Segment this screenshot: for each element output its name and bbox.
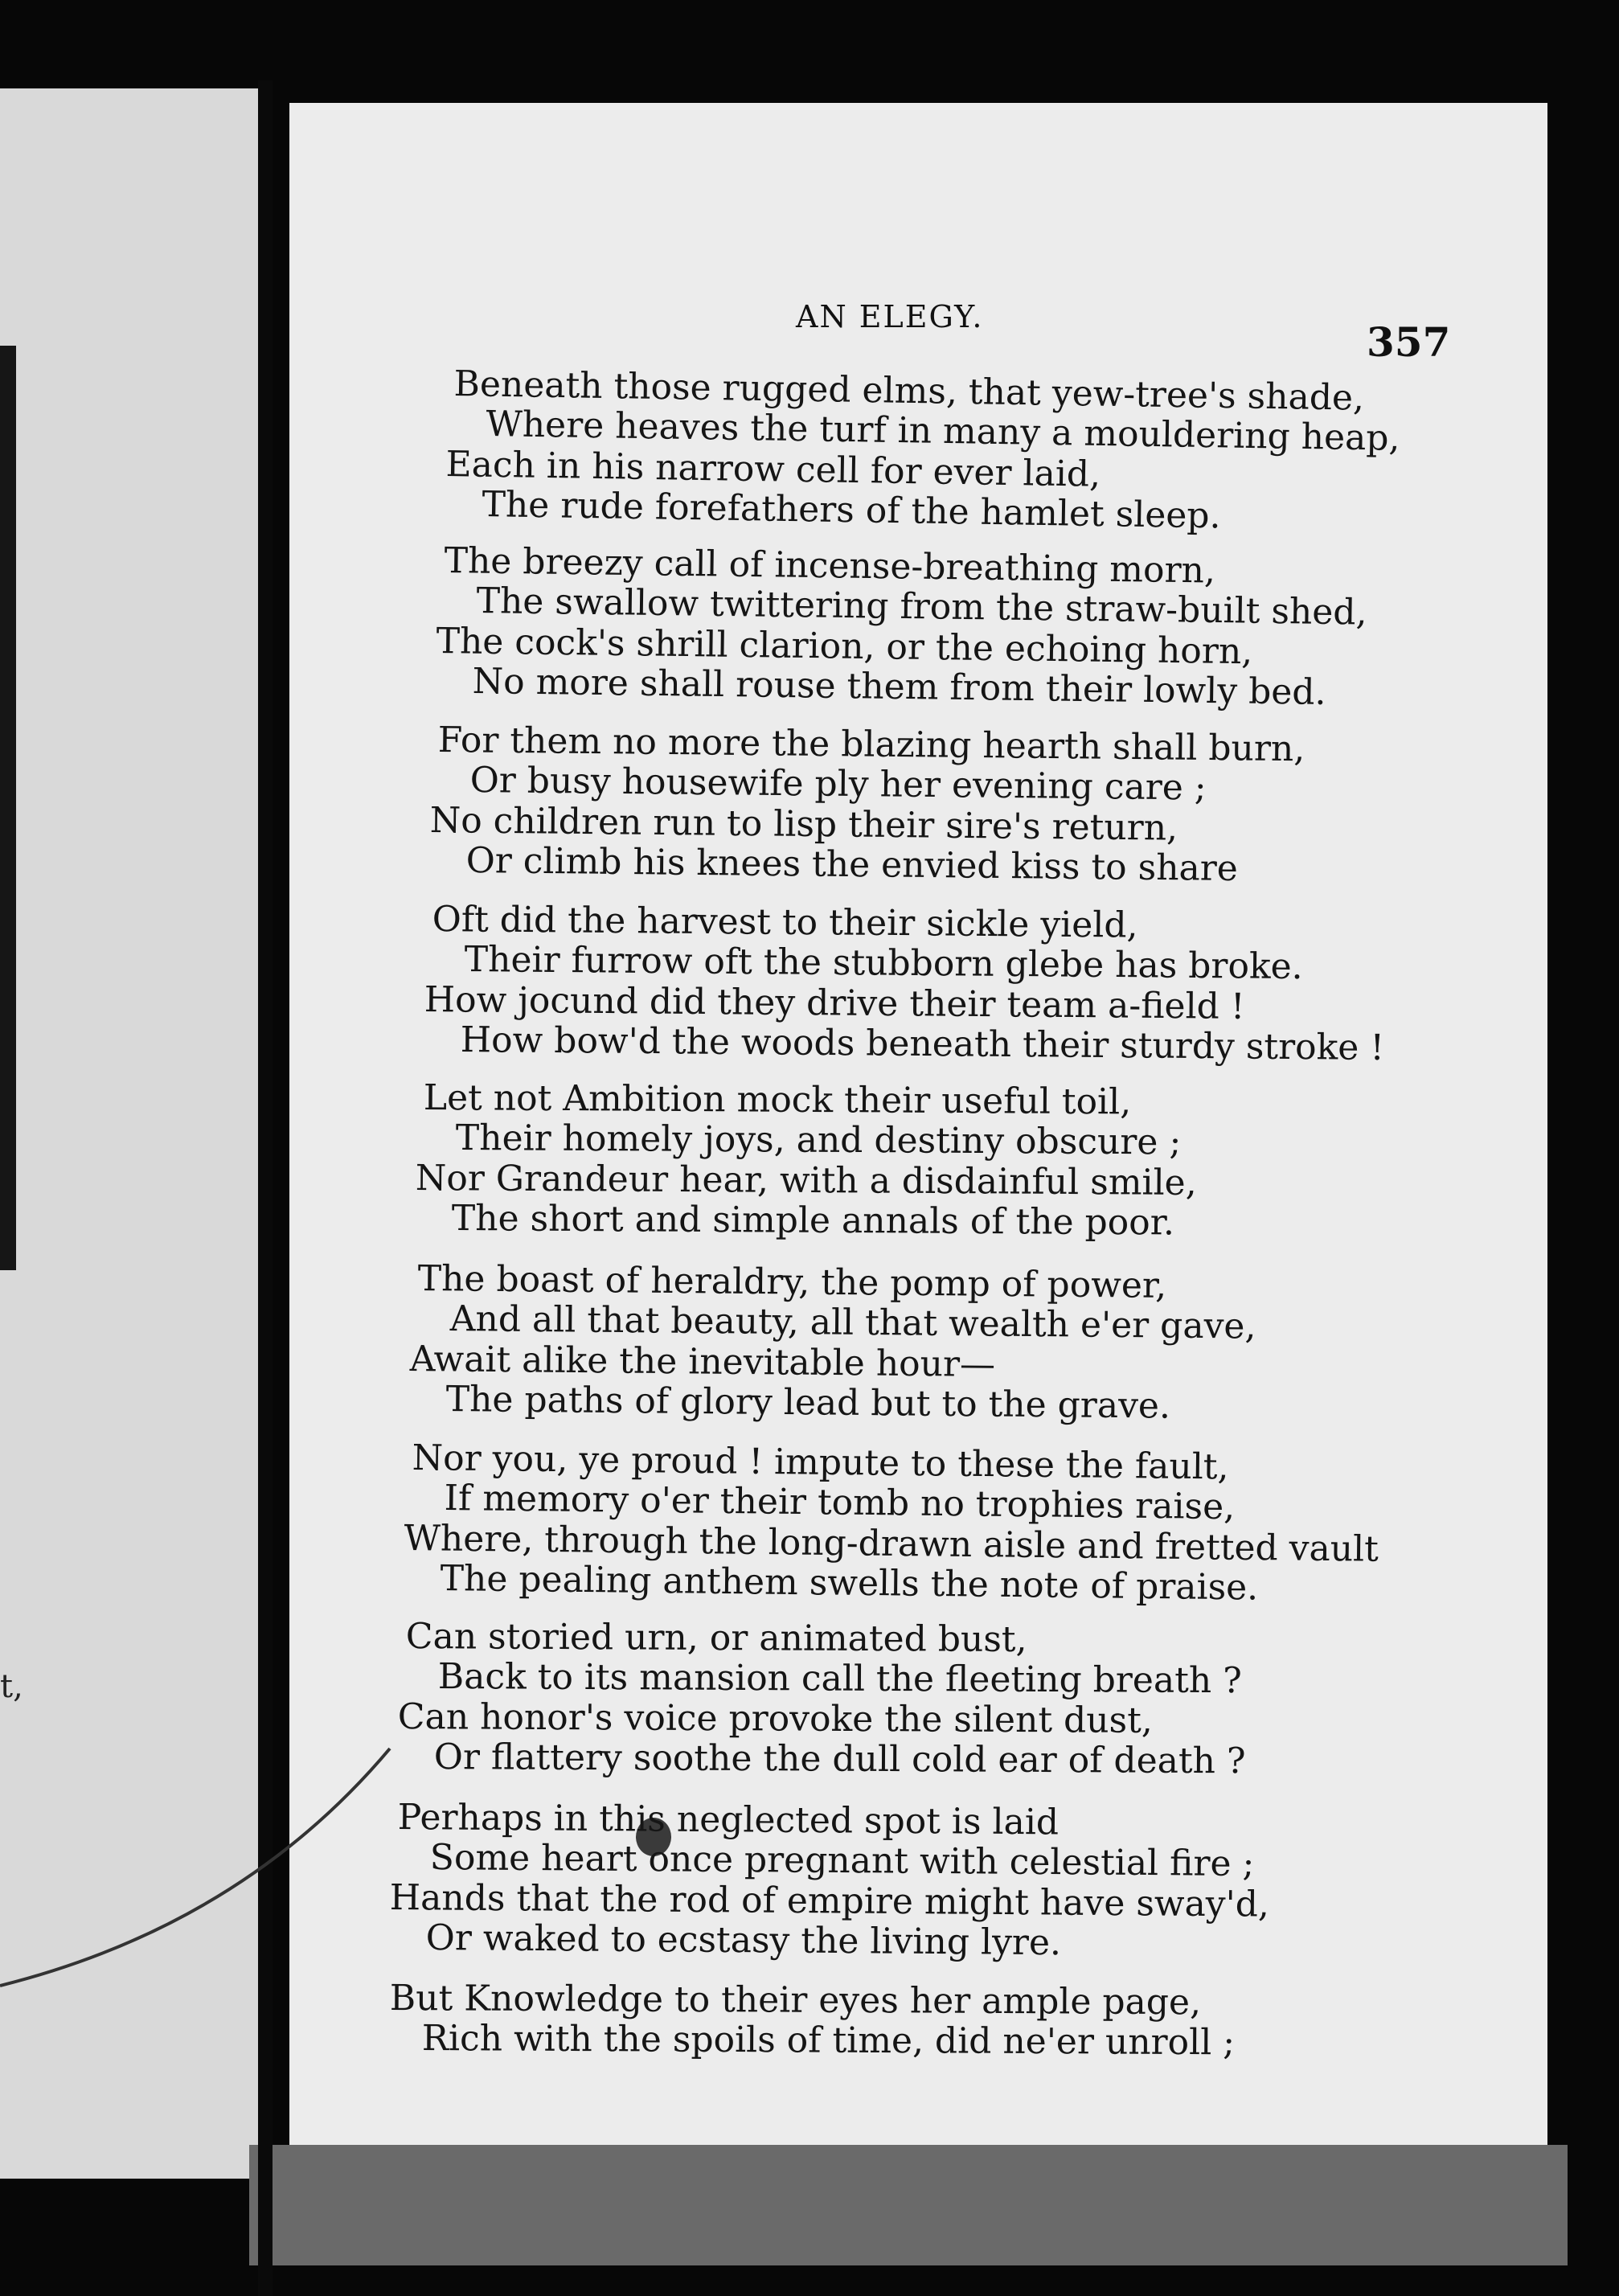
poem-line: No more shall rouse them from their lowly bed. bbox=[472, 661, 1326, 713]
poem-line: No children run to lisp their sire's return, bbox=[429, 800, 1178, 849]
poem-line: Nor you, ye proud ! impute to these the fault, bbox=[412, 1437, 1229, 1488]
poem-line: The breezy call of incense-breathing morn, bbox=[444, 540, 1216, 592]
poem-line: Or busy housewife ply her evening care ; bbox=[469, 760, 1207, 809]
poem-line: The boast of heraldry, the pomp of power, bbox=[417, 1258, 1167, 1306]
poem-line: Or climb his knees the envied kiss to share bbox=[465, 840, 1239, 890]
poem-line: For them no more the blazing hearth shall burn, bbox=[437, 720, 1305, 770]
poem-line: The short and simple annals of the poor. bbox=[451, 1198, 1175, 1244]
poem-line: Can storied urn, or animated bust, bbox=[405, 1616, 1027, 1661]
poem-line: The swallow twittering from the straw-built shed, bbox=[476, 580, 1367, 633]
poem-line: Some heart once pregnant with celestial fire ; bbox=[429, 1837, 1255, 1885]
poem-line: Oft did the harvest to their sickle yield, bbox=[432, 899, 1138, 946]
poem-line: Beneath those rugged elms, that yew-tree's shade, bbox=[453, 363, 1365, 419]
poem-line: Can honor's voice provoke the silent dust, bbox=[397, 1696, 1153, 1741]
poem-line: The paths of glory lead but to the grave. bbox=[445, 1379, 1171, 1427]
running-head: AN ELEGY. bbox=[796, 299, 984, 334]
stray-scan-mark bbox=[0, 1749, 390, 1986]
poem-line: But Knowledge to their eyes her ample page, bbox=[389, 1978, 1202, 2023]
facing-page-text-fragment: t, bbox=[0, 1668, 23, 1705]
poem-line: The pealing anthem swells the note of praise. bbox=[440, 1558, 1259, 1609]
poem-line: Their furrow oft the stubborn glebe has broke. bbox=[464, 939, 1303, 988]
poem-line: Back to its mansion call the fleeting breath ? bbox=[437, 1656, 1242, 1702]
poem-line: The cock's shrill clarion, or the echoing horn, bbox=[436, 621, 1253, 673]
poem-line: Hands that the rod of empire might have sway'd, bbox=[389, 1877, 1270, 1925]
page-number: 357 bbox=[1367, 318, 1451, 366]
poem-line: Perhaps in this neglected spot is laid bbox=[397, 1797, 1060, 1843]
poem-line: Or waked to ecstasy the living lyre. bbox=[425, 1917, 1062, 1964]
poem-line: Where heaves the turf in many a mouldering heap, bbox=[486, 404, 1400, 459]
poem-line: Nor Grandeur hear, with a disdainful smile, bbox=[415, 1158, 1197, 1203]
poem-line: Let not Ambition mock their useful toil, bbox=[423, 1077, 1132, 1123]
poem-line: Or flattery soothe the dull cold ear of death ? bbox=[433, 1736, 1246, 1782]
poem-line: Where, through the long-drawn aisle and fretted vault bbox=[404, 1518, 1379, 1570]
poem-line: How bow'd the woods beneath their sturdy stroke ! bbox=[460, 1019, 1385, 1069]
poem-line: Each in his narrow cell for ever laid, bbox=[445, 444, 1101, 495]
poem-line: The rude forefathers of the hamlet sleep. bbox=[482, 484, 1221, 537]
poem-line: How jocund did they drive their team a-field ! bbox=[424, 979, 1245, 1027]
poem-line: And all that beauty, all that wealth e'er gave, bbox=[449, 1298, 1256, 1347]
poem-line: Their homely joys, and destiny obscure ; bbox=[455, 1117, 1182, 1163]
poem-line: Await alike the inevitable hour— bbox=[409, 1339, 996, 1385]
poem-line: If memory o'er their tomb no trophies raise, bbox=[444, 1478, 1236, 1528]
poem-line: Rich with the spoils of time, did ne'er unroll ; bbox=[421, 2018, 1236, 2064]
